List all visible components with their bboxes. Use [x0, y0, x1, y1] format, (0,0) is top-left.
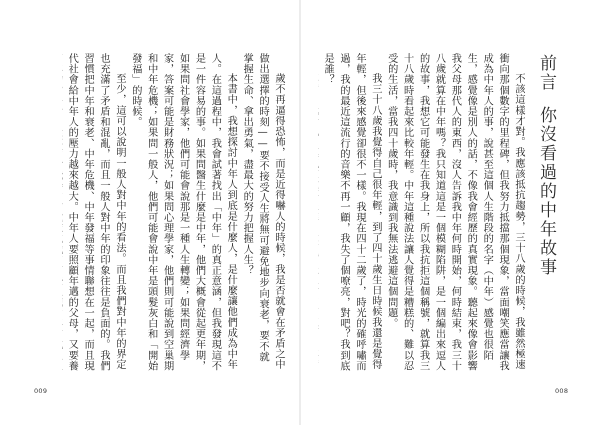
chapter-label: 前言 [536, 54, 556, 92]
paragraph: 我三十八歲我覺得自己很年輕，到了四十歲生日時候我還是覺得年輕，但後來感覺卻很不一樣。我現在四十二歲了，時光的確呼嘯而過，我的最近這流行的音樂不再一顧，我失了個嘹亮，對吧？我到底是誰？ [322, 53, 381, 371]
paragraph: 不該這樣才對。我應該抵抗趨勢，三十八歲的時候，我雖然極速衝向那個數字的里程碑，但我努力抵擋那個現象，當面嘲笑應當讓我成為中年人的事，說甚至這個人生階段的名字（中年）感覺也很陌生，感覺像是別人的話，不像我會經歷的真實現象。聽起來像會影響我父母那代人的東西，沒人告訴我中年何時開始，何時結束，我三十八歲就算在中年嗎？我只知道這是一個模糊陷阱，是一個編出來逗人的故事，我想它可能發生在我身上，所以我抗拒這個稱號，就算我三十八歲時看起來比較年輕。中年這種說法讓人覺得是糟糕的、難以忍受的生活，當我四十歲時，我意識到我無法逃避這個問題。 [385, 53, 524, 371]
paragraph: 歲不再逼得恐怖，而是近得嚇人的時候，我是否就會在矛盾之中做出選擇的時刻——要不接受人生將無可避免地步向衰老，要不就掌握生命、拿出勇氣，盡最大的努力把握人生？ [241, 53, 284, 371]
paragraph [318, 53, 319, 371]
paragraph: 本書中，我想探討中年人到底是什麼人，是什麼讓他們成為中年人。在這過程中，我會試著找出「中年」的真正意涵，但我發現這不是一件容易的事。如果問醫生什麼是中年，他們大概會從起更年期，如果問社會學家，他們可能會說那是一種人生轉變；如果問經濟學家，答案可能是財務狀況；如果問心理學家，他們則可能說到空巢期和中年危機；如果問一般人，他們可能會說中年是頭髮灰白和「開始發福」的時候。 [129, 53, 237, 371]
left-page-body [62, 53, 286, 371]
chapter-heading [534, 54, 559, 277]
paragraph: 至少，這可以說明一般人對中年的看法。而且我們對中年的界定也充滿了矛盾和混亂，而且一般人對中年的印象往往是負面的。我們習慣把中年和衰老、中年危機、中年發福等事情聯想在一起，而且現代社會給中年人的壓力越來越大。中年人要照顧年邁的父母，又要養 [66, 53, 125, 371]
book-spine [299, 0, 301, 425]
left-page-number: 009 [34, 387, 48, 395]
right-page-body [318, 53, 526, 371]
chapter-title: 你沒看過的中年故事 [536, 106, 556, 277]
right-page-number: 008 [555, 387, 569, 395]
